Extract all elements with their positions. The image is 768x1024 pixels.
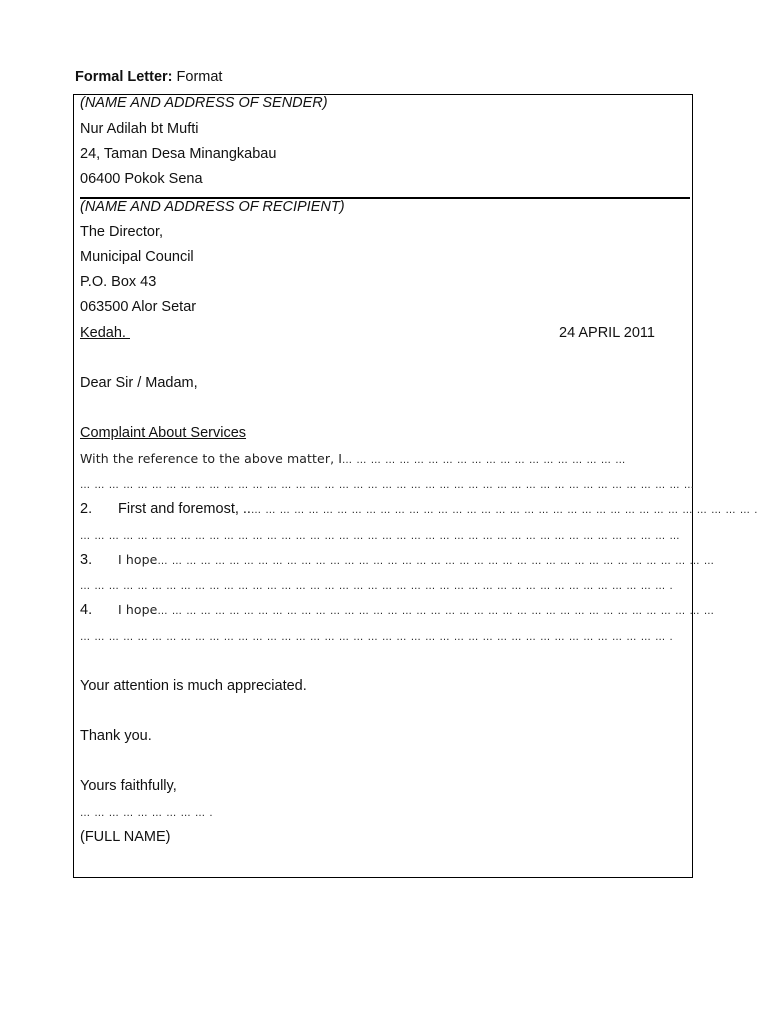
heading-normal: Format [176,69,223,85]
full-name-placeholder: (FULL NAME) [80,829,171,845]
paragraph-2-dots: … … … … … … … … … … … … … … … … … … … … … … … … … … … … … … … … … … … . [250,505,759,516]
paragraph-3-number: 3. [80,552,93,568]
sender-name: Nur Adilah bt Mufti [80,121,199,137]
subject-line: Complaint About Services [80,425,247,441]
paragraph-4-number: 4. [80,602,93,618]
recipient-line-4: 063500 Alor Setar [80,299,197,315]
paragraph-1-text: With the reference to the above matter, I [80,451,343,466]
paragraph-3-continuation [80,576,673,596]
paragraph-4-cont-dots: … … … … … … … … … … … … … … … … … … … … … … … … … … … … … … … … … … … … … … … … … . [80,632,674,643]
attention-line: Your attention is much appreciated. [80,678,307,694]
sender-address-line-2: 06400 Pokok Sena [80,171,203,187]
paragraph-4-text: I hope [118,602,158,617]
recipient-line-3: P.O. Box 43 [80,274,157,290]
paragraph-3-dots: … … … … … … … … … … … … … … … … … … … … … … … … … … … … … … … … … … … … … … … [157,556,715,567]
recipient-line-5: Kedah. [80,325,130,341]
paragraph-2-continuation [80,526,680,546]
paragraph-2 [80,500,758,520]
paragraph-3-cont-dots: … … … … … … … … … … … … … … … … … … … … … … … … … … … … … … … … … … … … … … … … … . [80,581,674,592]
paragraph-4-dots: … … … … … … … … … … … … … … … … … … … … … … … … … … … … … … … … … … … … … … … [157,606,715,617]
heading-bold: Formal Letter: [75,69,173,85]
paragraph-2-number: 2. [80,501,93,517]
recipient-line-2: Municipal Council [80,249,194,265]
paragraph-4-continuation [80,627,673,647]
paragraph-2-cont-dots: … … … … … … … … … … … … … … … … … … … … … … … … … … … … … … … … … … … … … … … … … … [80,531,681,542]
paragraph-2-text: First and foremost, .. [118,501,251,517]
signature-line [80,803,213,823]
signature-dots: … … … … … … … … … . [80,808,214,819]
paragraph-1 [80,450,626,470]
thanks-line: Thank you. [80,728,152,744]
paragraph-3-text: I hope [118,552,158,567]
sender-label: (NAME AND ADDRESS OF SENDER) [80,95,328,111]
paragraph-1-cont-dots: … … … … … … … … … … … … … … … … … … … … … … … … … … … … … … … … … … … … … … … … … … … [80,480,695,491]
paragraph-1-continuation [80,475,695,495]
paragraph-3 [80,551,714,571]
sender-address-line-1: 24, Taman Desa Minangkabau [80,146,277,162]
letter-date: 24 APRIL 2011 [559,325,655,341]
paragraph-4 [80,601,714,621]
salutation: Dear Sir / Madam, [80,375,198,391]
sign-off: Yours faithfully, [80,778,177,794]
document-heading [75,69,222,85]
recipient-label: (NAME AND ADDRESS OF RECIPIENT) [80,199,345,215]
recipient-line-1: The Director, [80,224,163,240]
paragraph-1-dots: … … … … … … … … … … … … … … … … … … … … [342,455,626,466]
